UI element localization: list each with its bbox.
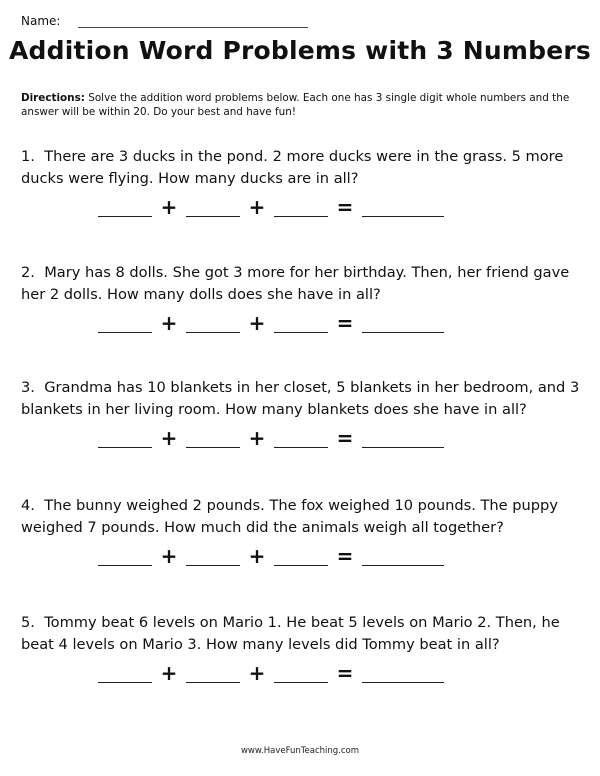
addend-blank[interactable] [186, 427, 240, 448]
answer-blank[interactable] [362, 427, 444, 448]
problem-text: There are 3 ducks in the pond. 2 more ducks were in the grass. 5 more ducks were flying. How many ducks are in all? [21, 148, 564, 187]
addend-blank[interactable] [186, 545, 240, 566]
answer-blank[interactable] [362, 312, 444, 333]
name-label: Name: [21, 14, 61, 28]
plus-sign: + [248, 661, 266, 685]
worksheet-title: Addition Word Problems with 3 Numbers [8, 36, 592, 65]
answer-blank[interactable] [362, 662, 444, 683]
problem-text: Tommy beat 6 levels on Mario 1. He beat 5 levels on Mario 2. Then, he beat 4 levels on Mario 3. How many levels did Tommy beat in all? [21, 614, 560, 653]
problem-number: 2. [21, 264, 35, 281]
equals-sign: = [336, 661, 354, 685]
addend-blank[interactable] [186, 196, 240, 217]
plus-sign: + [248, 311, 266, 335]
addend-blank[interactable] [98, 312, 152, 333]
answer-blank[interactable] [362, 196, 444, 217]
problem-text: Grandma has 10 blankets in her closet, 5 blankets in her bedroom, and 3 blankets in her living room. How many blankets does she have in all? [21, 379, 580, 418]
addend-blank[interactable] [98, 427, 152, 448]
plus-sign: + [248, 426, 266, 450]
problem-5 [21, 612, 586, 656]
plus-sign: + [160, 426, 178, 450]
problem-3 [21, 377, 586, 421]
addend-blank[interactable] [98, 196, 152, 217]
equals-sign: = [336, 544, 354, 568]
name-field-row [21, 14, 308, 28]
name-input-line[interactable] [78, 14, 308, 28]
equation-4 [98, 545, 444, 566]
addend-blank[interactable] [186, 662, 240, 683]
problem-number: 5. [21, 614, 35, 631]
plus-sign: + [160, 195, 178, 219]
answer-blank[interactable] [362, 545, 444, 566]
addend-blank[interactable] [274, 196, 328, 217]
addend-blank[interactable] [98, 545, 152, 566]
equals-sign: = [336, 195, 354, 219]
equation-1 [98, 196, 444, 217]
footer-website: www.HaveFunTeaching.com [240, 746, 360, 756]
directions [21, 91, 581, 119]
addend-blank[interactable] [274, 312, 328, 333]
directions-text: Solve the addition word problems below. Each one has 3 single digit whole numbers and the answer will be within 20. Do your best and have fun! [21, 92, 570, 118]
problem-4 [21, 495, 586, 539]
plus-sign: + [160, 661, 178, 685]
equals-sign: = [336, 426, 354, 450]
problem-number: 1. [21, 148, 35, 165]
problem-2 [21, 262, 586, 306]
problem-1 [21, 146, 586, 190]
problem-number: 4. [21, 497, 35, 514]
problem-text: The bunny weighed 2 pounds. The fox weighed 10 pounds. The puppy weighed 7 pounds. How much did the animals weigh all together? [21, 497, 558, 536]
equation-3 [98, 427, 444, 448]
equation-2 [98, 312, 444, 333]
problem-number: 3. [21, 379, 35, 396]
equals-sign: = [336, 311, 354, 335]
plus-sign: + [248, 544, 266, 568]
directions-label: Directions: [21, 92, 85, 104]
addend-blank[interactable] [274, 545, 328, 566]
plus-sign: + [160, 544, 178, 568]
problem-text: Mary has 8 dolls. She got 3 more for her birthday. Then, her friend gave her 2 dolls. How many dolls does she have in all? [21, 264, 570, 303]
addend-blank[interactable] [274, 662, 328, 683]
equation-5 [98, 662, 444, 683]
plus-sign: + [248, 195, 266, 219]
addend-blank[interactable] [186, 312, 240, 333]
addend-blank[interactable] [274, 427, 328, 448]
addend-blank[interactable] [98, 662, 152, 683]
plus-sign: + [160, 311, 178, 335]
